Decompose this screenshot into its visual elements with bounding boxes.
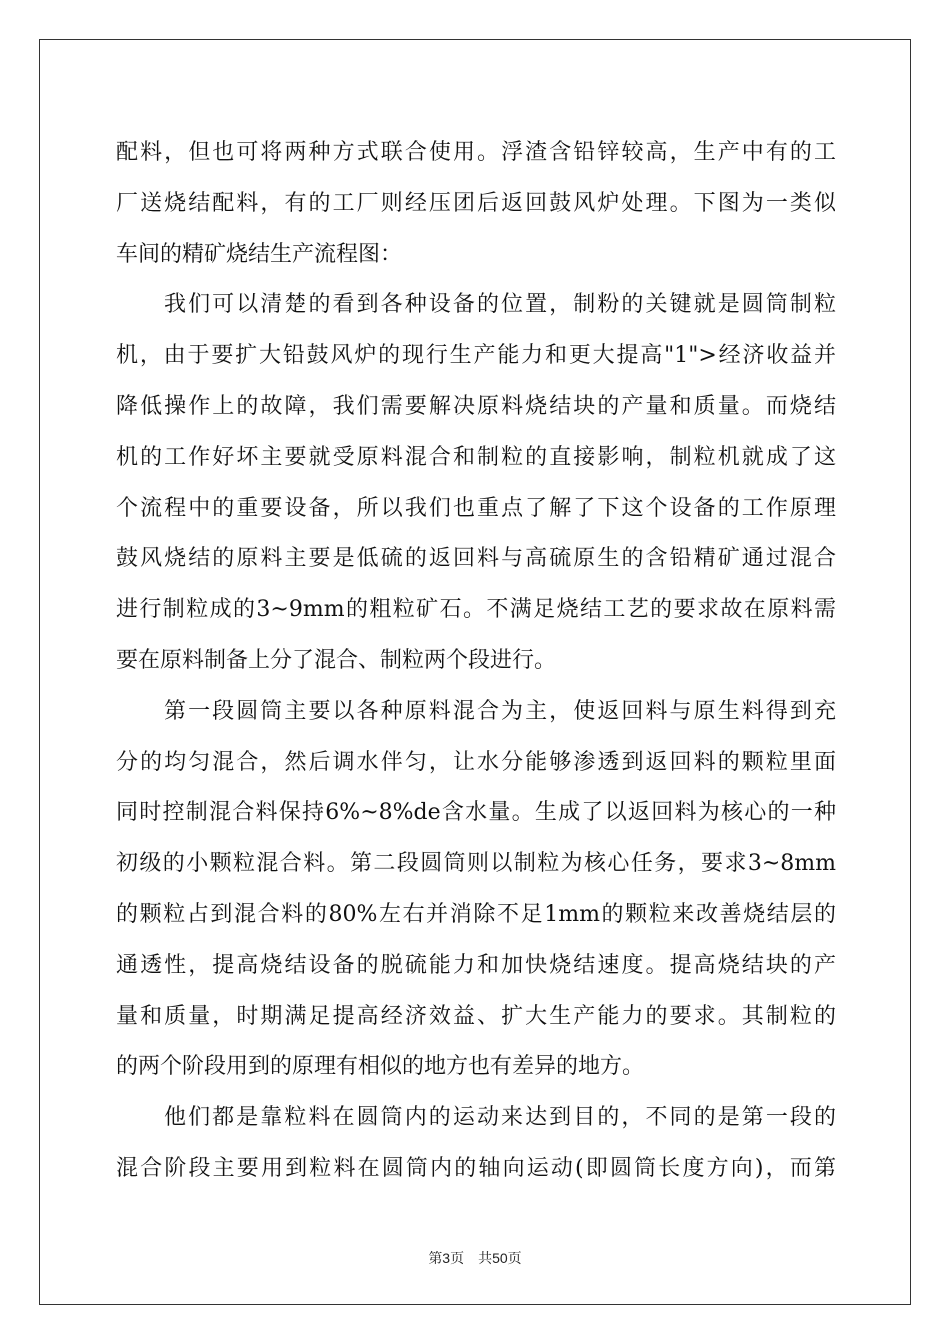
text-line: 分的均匀混合，然后调水伴匀，让水分能够渗透到返回料的颗粒里面 bbox=[116, 749, 836, 775]
text-line: 同时控制混合料保持6%~8%de含水量。生成了以返回料为核心的一种 bbox=[116, 800, 836, 826]
page-number: 第3页 bbox=[428, 1250, 465, 1266]
page-total: 共50页 bbox=[478, 1250, 522, 1266]
text-line: 车间的精矿烧结生产流程图： bbox=[116, 241, 403, 267]
text-line: 混合阶段主要用到粒料在圆筒内的轴向运动(即圆筒长度方向)，而第 bbox=[116, 1155, 836, 1181]
text-line: 配料，但也可将两种方式联合使用。浮渣含铅锌较高，生产中有的工 bbox=[116, 140, 836, 165]
document-body bbox=[116, 128, 836, 1195]
text-line: 降低操作上的故障，我们需要解决原料烧结块的产量和质量。而烧结 bbox=[116, 393, 836, 419]
text-line: 个流程中的重要设备，所以我们也重点了解了下这个设备的工作原理 bbox=[116, 495, 836, 521]
text-line: 的两个阶段用到的原理有相似的地方也有差异的地方。 bbox=[116, 1054, 645, 1080]
text-line: 我们可以清楚的看到各种设备的位置，制粉的关键就是圆筒制粒 bbox=[164, 292, 836, 318]
text-line: 初级的小颗粒混合料。第二段圆筒则以制粒为核心任务，要求3~8mm bbox=[116, 851, 836, 877]
text-line: 他们都是靠粒料在圆筒内的运动来达到目的，不同的是第一段的 bbox=[164, 1105, 836, 1131]
text-line: 机，由于要扩大铅鼓风炉的现行生产能力和更大提高"1">经济收益并 bbox=[116, 343, 836, 369]
text-line: 进行制粒成的3~9mm的粗粒矿石。不满足烧结工艺的要求故在原料需 bbox=[116, 597, 836, 623]
text-line: 要在原料制备上分了混合、制粒两个段进行。 bbox=[116, 647, 557, 673]
text-line: 通透性，提高烧结设备的脱硫能力和加快烧结速度。提高烧结块的产 bbox=[116, 952, 836, 978]
text-line: 量和质量，时期满足提高经济效益、扩大生产能力的要求。其制粒的 bbox=[116, 1003, 836, 1029]
text-line: 第一段圆筒主要以各种原料混合为主，使返回料与原生料得到充 bbox=[164, 698, 836, 724]
text-line: 厂送烧结配料，有的工厂则经压团后返回鼓风炉处理。下图为一类似 bbox=[116, 190, 836, 216]
text-line: 机的工作好坏主要就受原料混合和制粒的直接影响，制粒机就成了这 bbox=[116, 444, 836, 470]
text-line: 鼓风烧结的原料主要是低硫的返回料与高硫原生的含铅精矿通过混合 bbox=[116, 546, 836, 572]
page-footer bbox=[0, 1248, 950, 1268]
text-line: 的颗粒占到混合料的80%左右并消除不足1mm的颗粒来改善烧结层的 bbox=[116, 901, 836, 927]
